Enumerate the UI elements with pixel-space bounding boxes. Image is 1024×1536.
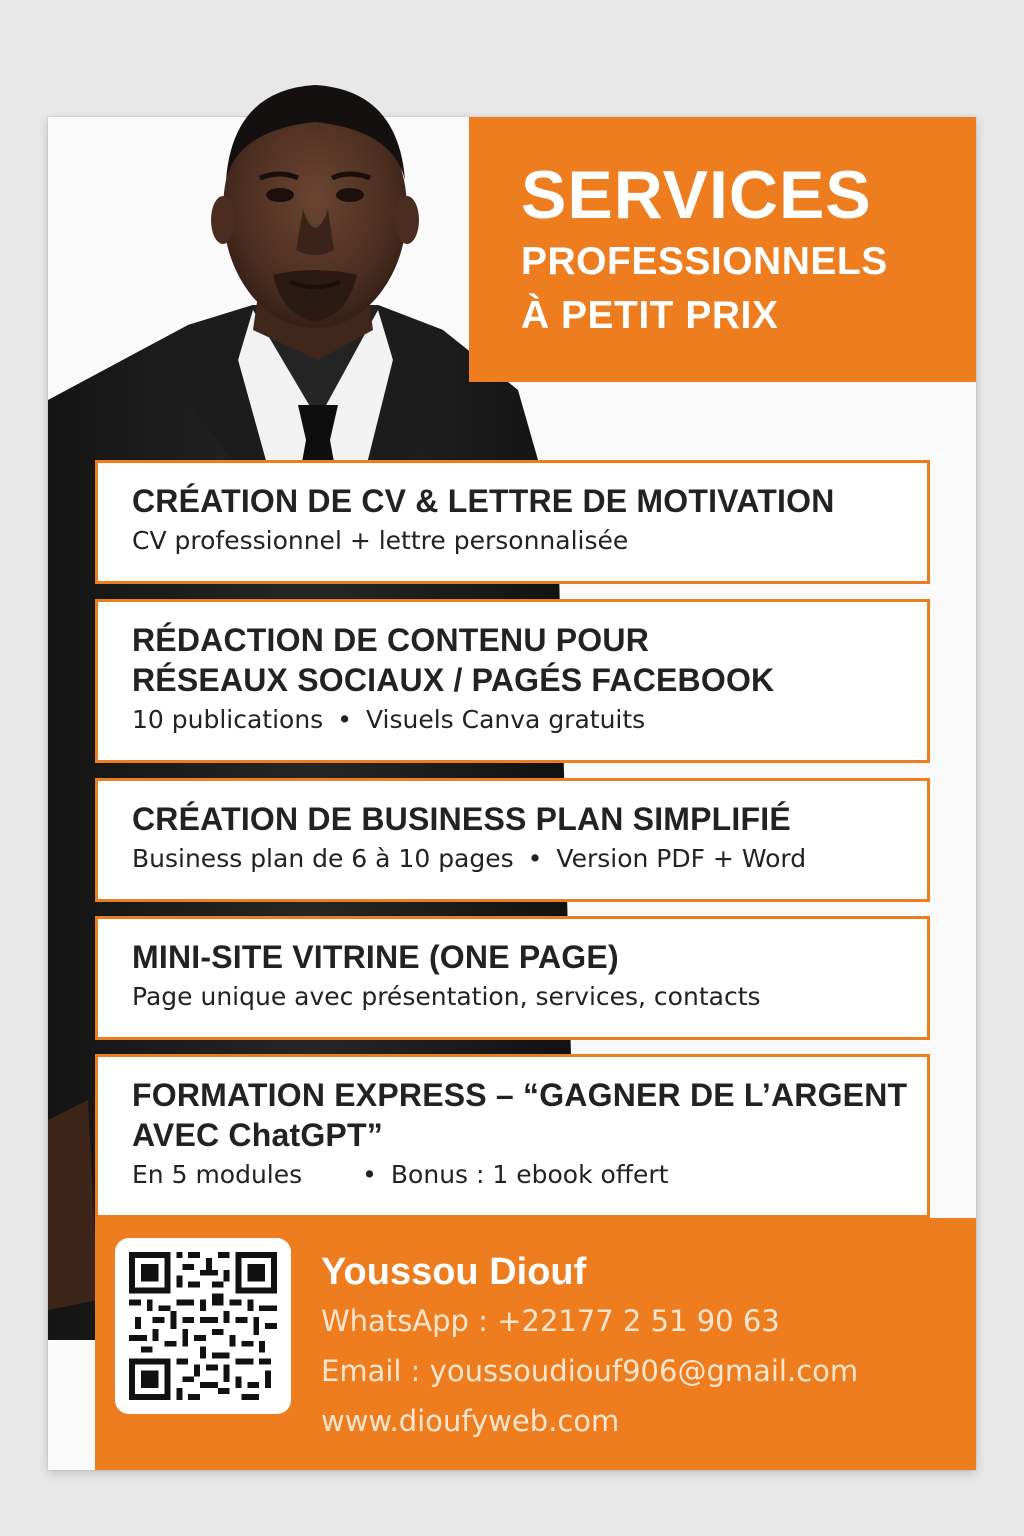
bullet-separator: •	[337, 705, 352, 734]
bullet-separator: •	[527, 844, 543, 873]
service-title: CRÉATION DE BUSINESS PLAN SIMPLIFIÉ	[132, 801, 791, 837]
service-title-line2: RÉSEAUX SOCIAUX / PAGÉS FACEBOOK	[132, 662, 775, 698]
service-details	[132, 839, 927, 879]
service-description: Page unique avec présentation, services, contacts	[132, 982, 761, 1011]
service-details	[132, 1155, 927, 1195]
service-description: CV professionnel + lettre personnalisée	[132, 526, 629, 555]
service-details	[132, 700, 927, 740]
qr-code-icon[interactable]	[115, 1238, 291, 1414]
email-address[interactable]: Email : youssoudiouf906@gmail.com	[321, 1354, 859, 1388]
service-title: MINI-SITE VITRINE (ONE PAGE)	[132, 939, 619, 975]
service-title-line2: AVEC ChatGPT”	[132, 1117, 383, 1153]
contact-info	[321, 1248, 858, 1446]
service-detail: Visuels Canva gratuits	[365, 705, 646, 734]
header-subtitle-line1: PROFESSIONNELS	[521, 240, 888, 283]
bullet-separator: •	[362, 1160, 377, 1189]
whatsapp-number[interactable]: WhatsApp : +22177 2 51 90 63	[321, 1304, 780, 1338]
service-card-cv	[95, 460, 930, 584]
service-card-training	[95, 1054, 930, 1218]
service-detail: En 5 modules	[132, 1160, 303, 1189]
service-detail: Version PDF + Word	[556, 844, 807, 873]
header-subtitle-line2: À PETIT PRIX	[521, 294, 779, 337]
service-card-mini-site	[95, 916, 930, 1040]
contact-name: Youssou Diouf	[321, 1251, 587, 1293]
header-title: SERVICES	[521, 157, 872, 233]
service-title: CRÉATION DE CV & LETTRE DE MOTIVATION	[132, 483, 835, 519]
service-card-business-plan	[95, 778, 930, 902]
service-card-social-media	[95, 599, 930, 763]
website-link[interactable]: www.dioufyweb.com	[321, 1404, 620, 1438]
service-detail: Bonus : 1 ebook offert	[390, 1160, 669, 1189]
service-title-line1: FORMATION EXPRESS – “GAGNER DE L’ARGENT	[132, 1077, 908, 1113]
service-detail: 10 publications	[132, 705, 324, 734]
header-banner	[469, 117, 976, 382]
service-detail: Business plan de 6 à 10 pages	[132, 844, 514, 873]
contact-footer	[95, 1218, 976, 1470]
service-title-line1: RÉDACTION DE CONTENU POUR	[132, 622, 650, 658]
